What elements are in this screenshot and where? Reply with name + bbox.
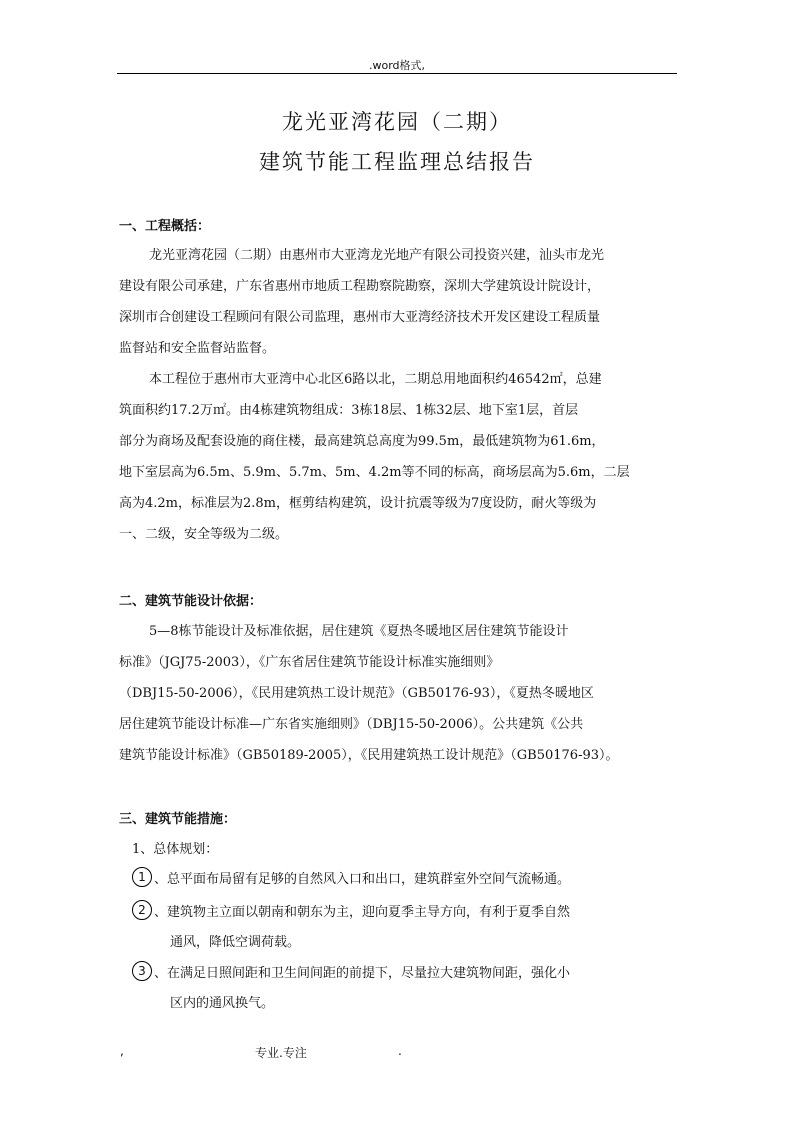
text-line: 标准》（JGJ75-2003），《广东省居住建筑节能设计标准实施细则》 <box>119 655 500 670</box>
footer-left: , <box>120 1044 124 1058</box>
list-item-text: 、建筑物主立面以朝南和朝东为主，迎向夏季主导方向，有利于夏季自然 <box>154 905 571 920</box>
list-item <box>132 958 570 989</box>
circled-number: 1 <box>132 867 152 887</box>
text-line: 部分为商场及配套设施的商住楼，最高建筑总高度为99.5m，最低建筑物为61.6m， <box>119 434 605 449</box>
text-line: 建筑节能设计标准》（GB50189-2005），《民用建筑热工设计规范》（GB50176-93）。 <box>119 748 619 763</box>
section1-heading: 一、工程概括： <box>119 219 211 234</box>
footer-right: . <box>398 1044 402 1058</box>
text-line: 龙光亚湾花园（二期）由惠州市大亚湾龙光地产有限公司投资兴建，汕头市龙光 <box>149 248 605 263</box>
text-line: 建设有限公司承建，广东省惠州市地质工程勘察院勘察，深圳大学建筑设计院设计， <box>119 279 601 294</box>
list-item-text: 、在满足日照间距和卫生间间距的前提下，尽量拉大建筑物间距，强化小 <box>154 966 571 981</box>
text-line: 5—8栋节能设计及标准依据，居住建筑《夏热冬暖地区居住建筑节能设计 <box>149 624 569 639</box>
text-line: 筑面积约17.2万㎡。由4栋建筑物组成：3栋18层、1栋32层、地下室1层，首层 <box>119 403 579 418</box>
circled-number: 3 <box>132 961 152 981</box>
page-header: .word格式, <box>368 59 426 72</box>
section1-paragraph1 <box>119 240 709 364</box>
document-title-line1: 龙光亚湾花园（二期） <box>282 110 512 134</box>
list-item <box>132 897 570 928</box>
section3-heading: 三、建筑节能措施： <box>119 812 237 827</box>
section2-heading: 二、建筑节能设计依据： <box>119 594 263 609</box>
section1-paragraph2 <box>119 364 709 550</box>
header-rule <box>117 73 677 74</box>
list-item <box>132 864 570 895</box>
text-line: 地下室层高为6.5m、5.9m、5.7m、5m、4.2m等不同的标高，商场层高为5.6m，二层 <box>119 465 630 480</box>
text-line: 高为4.2m，标准层为2.8m，框剪结构建筑，设计抗震等级为7度设防，耐火等级为 <box>119 496 597 511</box>
circled-number: 2 <box>132 900 152 920</box>
text-line: 本工程位于惠州市大亚湾中心北区6路以北，二期总用地面积约46542㎡，总建 <box>149 372 602 387</box>
list-item-text: 、总平面布局留有足够的自然风入口和出口，建筑群室外空间气流畅通。 <box>154 872 571 887</box>
text-line: 一、二级，安全等级为二级。 <box>119 527 289 542</box>
text-line: 监督站和安全监督站监督。 <box>119 341 276 356</box>
list-item-continuation: 通风，降低空调荷载。 <box>170 935 301 950</box>
text-line: 深圳市合创建设工程顾问有限公司监理，惠州市大亚湾经济技术开发区建设工程质量 <box>119 310 601 325</box>
section2-paragraph <box>119 616 709 771</box>
document-title-line2: 建筑节能工程监理总结报告 <box>259 150 535 174</box>
list-item-continuation: 区内的通风换气。 <box>170 996 275 1011</box>
footer-center: 专业.专注 <box>255 1046 307 1060</box>
text-line: （DBJ15-50-2006），《民用建筑热工设计规范》（GB50176-93），《夏热冬暖地区 <box>119 686 594 701</box>
text-line: 居住建筑节能设计标准—广东省实施细则》（DBJ15-50-2006）。公共建筑《公共 <box>119 717 584 732</box>
subsection-title: 1、总体规划： <box>132 842 219 857</box>
